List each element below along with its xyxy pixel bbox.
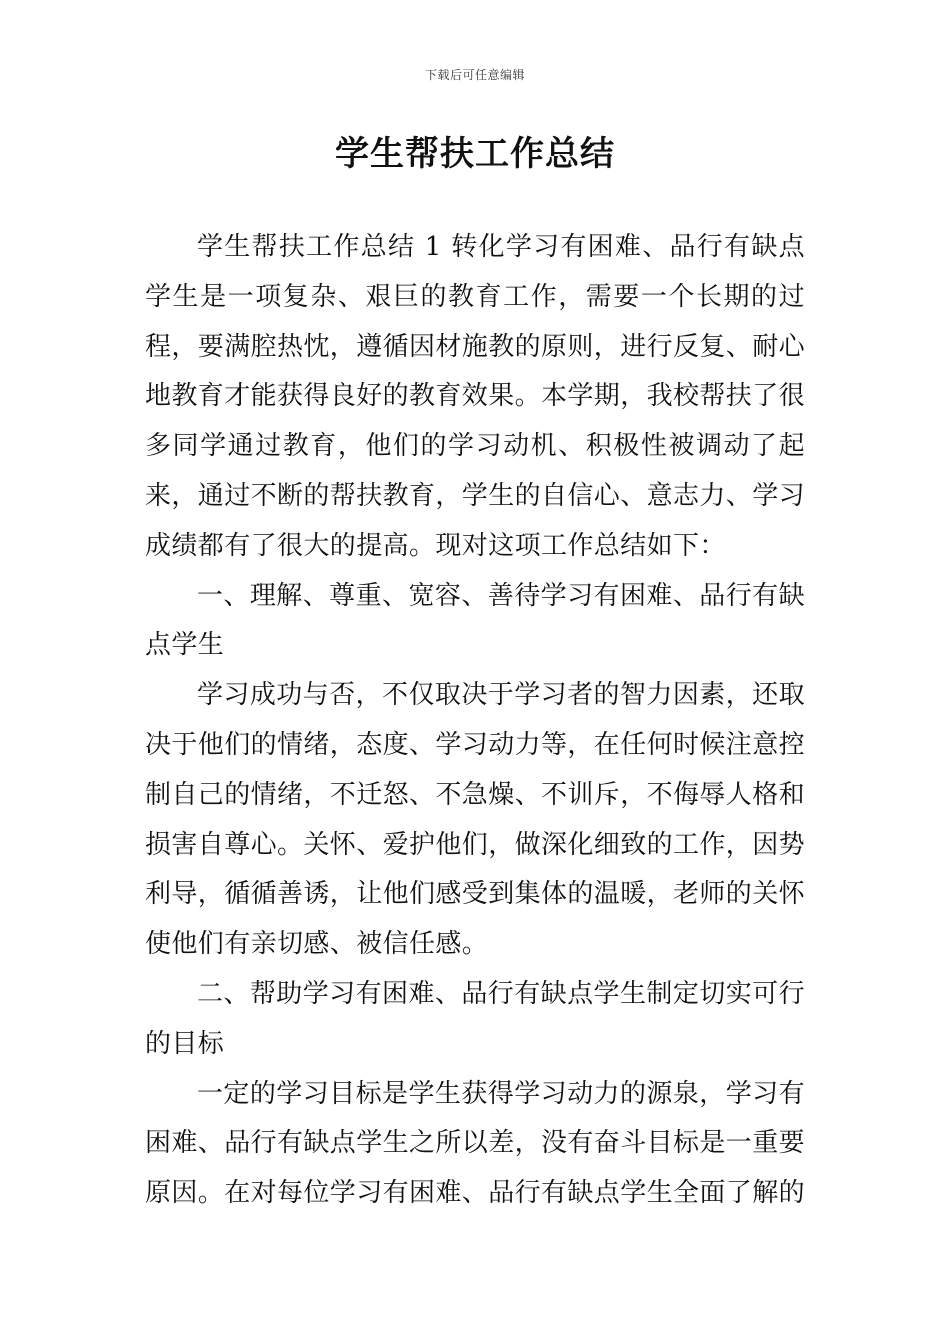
section-heading-2: 二、帮助学习有困难、品行有缺点学生制定切实可行的目标 xyxy=(145,978,805,1059)
document-body xyxy=(145,223,805,1219)
section-heading-1: 一、理解、尊重、宽容、善待学习有困难、品行有缺点学生 xyxy=(145,580,805,661)
paragraph-section-1: 学习成功与否，不仅取决于学习者的智力因素，还取决于他们的情绪，态度、学习动力等，在任何时候注意控制自己的情绪，不迁怒、不急燥、不训斥，不侮辱人格和损害自尊心。关怀、爱护他们，做深化细致的工作，因势利导，循循善诱，让他们感受到集体的温暖，老师的关怀使他们有亲切感、被信任感。 xyxy=(145,680,806,960)
header-note: 下载后可任意编辑 xyxy=(424,68,525,82)
paragraph-intro: 学生帮扶工作总结 1 转化学习有困难、品行有缺点学生是一项复杂、艰巨的教育工作，需要一个长期的过程，要满腔热忱，遵循因材施教的原则，进行反复、耐心地教育才能获得良好的教育效果。本学期，我校帮扶了很多同学通过教育，他们的学习动机、积极性被调动了起来，通过不断的帮扶教育，学生的自信心、意志力、学习成绩都有了很大的提高。现对这项工作总结如下： xyxy=(145,232,806,561)
document-title: 学生帮扶工作总结 xyxy=(335,134,615,174)
paragraph-section-2: 一定的学习目标是学生获得学习动力的源泉，学习有困难、品行有缺点学生之所以差，没有奋斗目标是一重要原因。在对每位学习有困难、品行有缺点学生全面了解的 xyxy=(145,1078,806,1209)
